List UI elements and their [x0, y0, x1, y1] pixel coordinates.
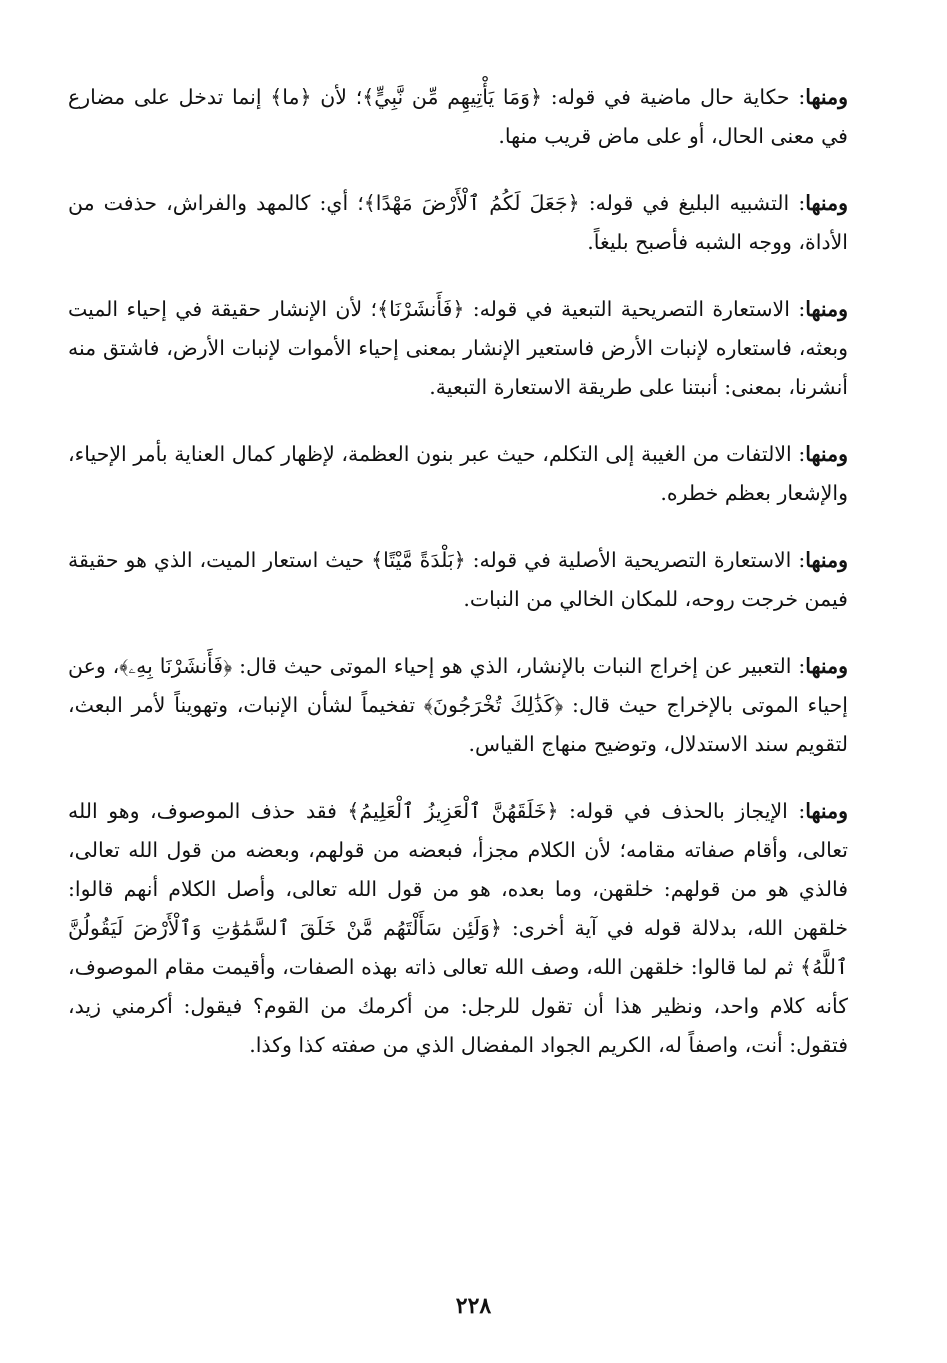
paragraph-text: : التشبيه البليغ في قوله: ﴿جَعَلَ لَكُمُ ٱلْأَرْضَ مَهْدًا﴾؛ أي: كالمهد والفراش، حذفت من الأداة، ووجه الشبه فأصبح بليغاً.: [68, 191, 848, 254]
paragraph-text: : التعبير عن إخراج النبات بالإنشار، الذي هو إحياء الموتى حيث قال: ﴿فَأَنشَرْنَا بِهِۦ﴾، وعن إحياء الموتى بالإخراج حيث قال: ﴿كَذَٰلِكَ تُخْرَجُونَ﴾ تفخيماً لشأن الإنبات، وتهويناً لأمر البعث، لتقويم سند الاستدلال، وتوضيح منهاج القياس.: [68, 654, 848, 756]
paragraph-ijaz: [68, 792, 848, 1065]
paragraph-lead: ومنها: [805, 442, 848, 466]
paragraph-lead: ومنها: [805, 85, 848, 109]
paragraph-iltifat: [68, 435, 848, 513]
paragraph-istiara-tabaiya: [68, 290, 848, 407]
page-number: ٢٢٨: [455, 1293, 492, 1319]
paragraph-text: : الإيجاز بالحذف في قوله: ﴿خَلَقَهُنَّ ٱلْعَزِيزُ ٱلْعَلِيمُ﴾ فقد حذف الموصوف، وهو الله تعالى، وأقام صفاته مقامه؛ لأن الكلام مجزأ، فبعضه من قولهم، وبعضه من قول الله تعالى، فالذي هو من قولهم: خلقهن، وما بعده، هو من قول الله تعالى، وأصل الكلام أنهم قالوا: خلقهن الله، بدلالة قوله في آية أخرى: ﴿وَلَئِن سَأَلْتَهُم مَّنْ خَلَقَ ٱلسَّمَٰوَٰتِ وَٱلْأَرْضَ لَيَقُولُنَّ ٱللَّهُ﴾ ثم لما قالوا: خلقهن الله، وصف الله تعالى ذاته بهذه الصفات، وأقيمت مقام الموصوف، كأنه كلام واحد، ونظير هذا أن تقول للرجل: من أكرمك من القوم؟ فيقول: أكرمني زيد، فتقول: أنت، واصفاً له، الكريم الجواد المفضال الذي من صفته كذا وكذا.: [68, 799, 848, 1057]
paragraph-text: : الاستعارة التصريحية الأصلية في قوله: ﴿بَلْدَةً مَّيْتًا﴾ حيث استعار الميت، الذي هو حقيقة فيمن خرجت روحه، للمكان الخالي من النبات.: [68, 548, 848, 611]
paragraph-text: : حكاية حال ماضية في قوله: ﴿وَمَا يَأْتِيهِم مِّن نَّبِيٍّ﴾؛ لأن ﴿ما﴾ إنما تدخل على مضارع في معنى الحال، أو على ماض قريب منها.: [68, 85, 848, 148]
paragraph-hikayat-hal: [68, 78, 848, 156]
paragraph-tashbih: [68, 184, 848, 262]
paragraph-lead: ومنها: [805, 297, 848, 321]
paragraph-lead: ومنها: [805, 191, 848, 215]
paragraph-lead: ومنها: [805, 654, 848, 678]
paragraph-lead: ومنها: [805, 548, 848, 572]
paragraph-text: : الالتفات من الغيبة إلى التكلم، حيث عبر بنون العظمة، لإظهار كمال العناية بأمر الإحياء، والإشعار بعظم خطره.: [68, 442, 848, 505]
paragraph-istiara-asliya: [68, 541, 848, 619]
paragraph-lead: ومنها: [805, 799, 848, 823]
paragraph-tabir: [68, 647, 848, 764]
page-body: [68, 78, 848, 1093]
paragraph-text: : الاستعارة التصريحية التبعية في قوله: ﴿فَأَنشَرْنَا﴾؛ لأن الإنشار حقيقة في إحياء الميت وبعثه، فاستعاره لإنبات الأرض فاستعير الإنشار بمعنى إحياء الأموات لإنبات الأرض، فاشتق منه أنشرنا، بمعنى: أنبتنا على طريقة الاستعارة التبعية.: [68, 297, 848, 399]
